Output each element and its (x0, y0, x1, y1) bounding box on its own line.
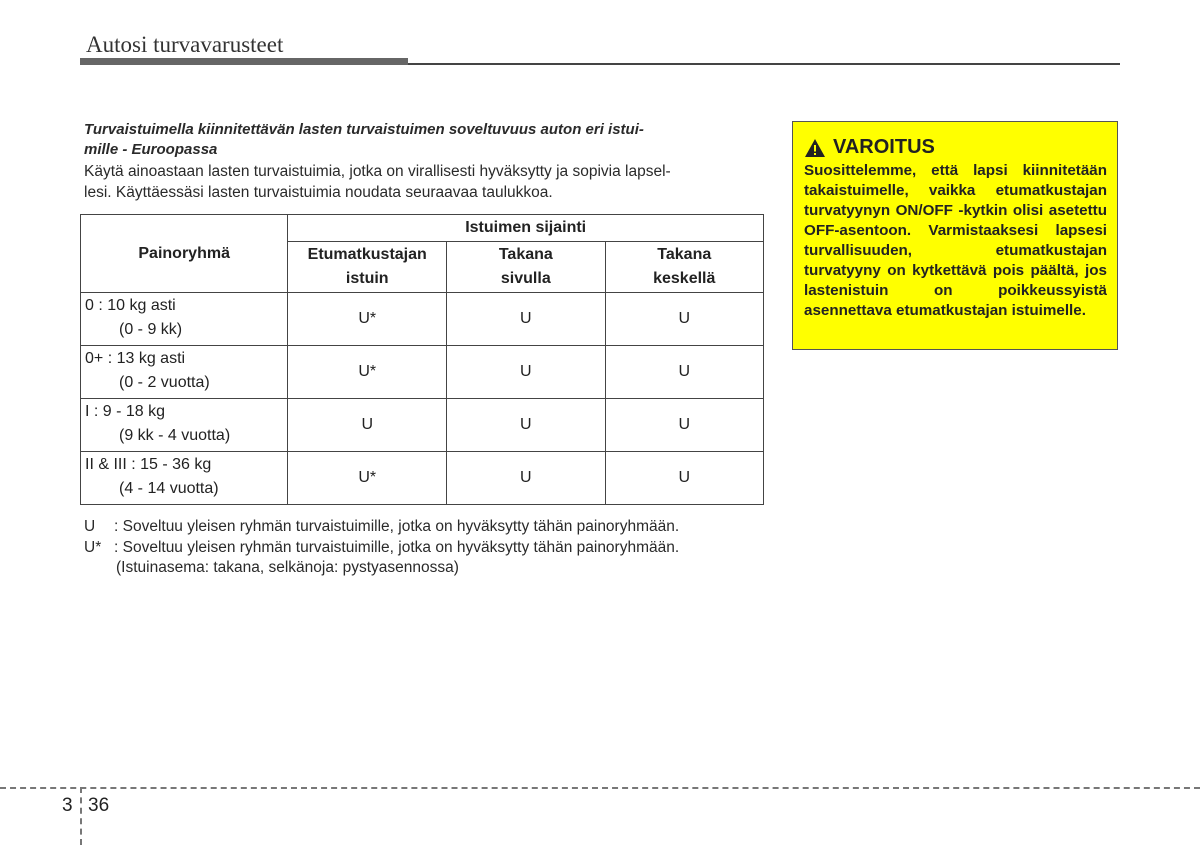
table-notes (84, 517, 784, 579)
row-header-weight-group: Painoryhmä (81, 215, 288, 293)
header-rule-thin (408, 63, 1120, 65)
weight-group-cell (81, 346, 288, 399)
section-heading (84, 120, 764, 159)
note-item (84, 538, 784, 559)
suitability-cell: U* (288, 346, 447, 399)
suitability-cell: U (288, 399, 447, 452)
note-item (84, 517, 784, 538)
column-header-rear-side (447, 242, 605, 293)
weight-group-range: (9 kk - 4 vuotta) (119, 427, 231, 444)
warning-triangle-icon (804, 138, 826, 158)
weight-group-cell (81, 452, 288, 505)
warning-box (792, 121, 1118, 350)
suitability-cell: U (605, 346, 763, 399)
page-number: 36 (88, 795, 110, 816)
column-header-line: keskellä (653, 270, 716, 287)
suitability-cell: U (605, 399, 763, 452)
column-header-front-passenger (288, 242, 447, 293)
intro-paragraph (84, 162, 764, 203)
weight-group-range: (0 - 2 vuotta) (119, 374, 210, 391)
column-header-line: Etumatkustajan (307, 246, 427, 263)
weight-group-range: (4 - 14 vuotta) (119, 480, 219, 497)
note-continuation: (Istuinasema: takana, selkänoja: pystyasennossa) (116, 559, 459, 576)
footer-divider-vertical (80, 787, 82, 845)
suitability-cell: U (447, 452, 605, 505)
table-row (81, 346, 764, 399)
note-text: : Soveltuu yleisen ryhmän turvaistuimille, jotka on hyväksytty tähän painoryhmään. (114, 538, 680, 556)
column-header-rear-center (605, 242, 763, 293)
chapter-number: 3 (62, 795, 73, 816)
page-header-title: Autosi turvavarusteet (86, 32, 284, 57)
weight-group-label: I : 9 - 18 kg (85, 403, 166, 420)
weight-group-cell (81, 293, 288, 346)
note-text: : Soveltuu yleisen ryhmän turvaistuimille, jotka on hyväksytty tähän painoryhmään. (114, 518, 680, 535)
column-header-line: Takana (498, 246, 553, 263)
note-key: U (84, 518, 96, 535)
note-key: U* (84, 538, 102, 556)
header-rule-thick (80, 58, 408, 65)
warning-title (804, 136, 1107, 159)
column-header-line: sivulla (500, 270, 551, 287)
intro-line: lesi. Käyttäessäsi lasten turvaistuimia noudata seuraavaa taulukkoa. (84, 183, 553, 201)
weight-group-range: (0 - 9 kk) (119, 321, 183, 338)
suitability-cell: U (605, 293, 763, 346)
section-heading-line: Turvaistuimella kiinnitettävän lasten turvaistuimen soveltuvuus auton eri istui- (84, 121, 644, 138)
table-row (81, 293, 764, 346)
suitability-cell: U (447, 346, 605, 399)
suitability-cell: U (447, 399, 605, 452)
suitability-cell: U (605, 452, 763, 505)
section-heading-line: mille - Euroopassa (84, 140, 218, 158)
weight-group-label: II & III : 15 - 36 kg (85, 456, 212, 473)
compatibility-table (80, 214, 764, 505)
column-header-line: Takana (657, 246, 712, 263)
intro-line: Käytä ainoastaan lasten turvaistuimia, jotka on virallisesti hyväksytty ja sopivia lapsel- (84, 163, 671, 180)
footer-divider (0, 787, 1200, 789)
column-header-line: istuin (345, 270, 389, 287)
suitability-cell: U* (288, 293, 447, 346)
weight-group-cell (81, 399, 288, 452)
table-row (81, 399, 764, 452)
warning-title-text: VAROITUS (833, 136, 935, 158)
suitability-cell: U* (288, 452, 447, 505)
group-header-seat-position: Istuimen sijainti (288, 215, 764, 242)
weight-group-label: 0+ : 13 kg asti (85, 350, 186, 367)
warning-text: Suosittelemme, että lapsi kiinnitetään takaistuimelle, vaikka etumatkustajan turvatyynyn ON/OFF -kytkin olisi asetettu OFF-asentoon. Varmistaaksesi lapsesi turvallisuuden, etumatkustajan turvatyyny on kytkettävä pois päältä, jos lastenistuin on poikkeussyistä asennettava etumatkustajan istuimelle. (804, 162, 1107, 319)
suitability-cell: U (447, 293, 605, 346)
weight-group-label: 0 : 10 kg asti (85, 297, 176, 314)
table-row (81, 452, 764, 505)
